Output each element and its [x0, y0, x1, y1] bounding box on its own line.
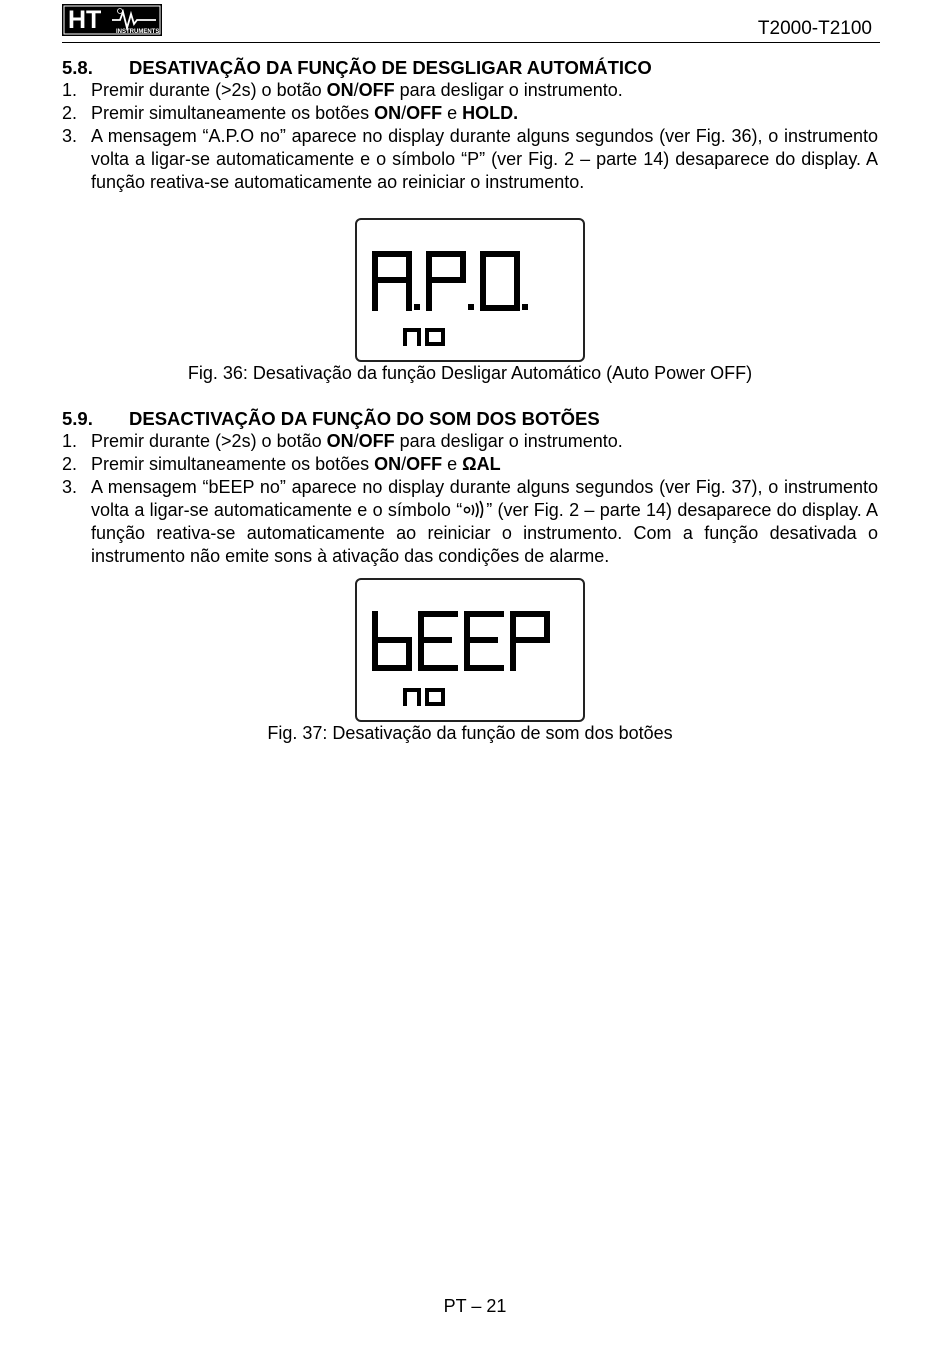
section-heading	[62, 407, 878, 430]
svg-text:INSTRUMENTS: INSTRUMENTS	[116, 29, 160, 35]
section-number: 5.8.	[62, 57, 93, 78]
button-name: OFF	[358, 80, 395, 100]
step-text: /	[353, 431, 359, 451]
steps-list	[62, 430, 878, 568]
figure-caption: Fig. 37: Desativação da função de som dos botões	[267, 723, 673, 743]
button-name: HOLD.	[462, 103, 519, 123]
step-number: 3.	[62, 126, 78, 146]
button-name: OFF	[406, 103, 443, 123]
step-number: 3.	[62, 477, 78, 497]
page-number: PT – 21	[443, 1296, 507, 1316]
button-name: ON	[374, 103, 402, 123]
step-text: para desligar o instrumento.	[394, 431, 623, 451]
lcd-apo-no-readout	[357, 220, 583, 360]
step-text: ” (ver Fig. 2 – parte 14) desaparece do display. A função reativa-se automaticamente ao reiniciar o instrumento. Com a função desativada o instrumento não emite sons à ativação das condições de alarme.	[91, 500, 878, 566]
step-text: e	[442, 103, 463, 123]
button-name: OFF	[358, 431, 395, 451]
lcd-display-apo	[355, 218, 585, 362]
step-text: para desligar o instrumento.	[394, 80, 623, 100]
step-text: Premir durante (>2s) o botão	[91, 431, 327, 451]
list-item	[62, 102, 878, 125]
step-text: A mensagem “A.P.O no” aparece no display durante alguns segundos (ver Fig. 36), o instrumento volta a ligar-se automaticamente e o símbolo “P” (ver Fig. 2 – parte 14) desaparece do display. A função reativa-se automaticamente ao reiniciar o instrumento.	[91, 126, 878, 192]
button-name: ON	[326, 431, 354, 451]
list-item	[62, 476, 878, 568]
page-header	[62, 4, 880, 43]
section-5-9	[62, 407, 878, 568]
step-number: 1.	[62, 431, 78, 451]
buzzer-symbol-icon	[462, 500, 486, 518]
list-item	[62, 125, 878, 194]
section-number: 5.9.	[62, 408, 93, 429]
step-number: 2.	[62, 103, 78, 123]
section-heading	[62, 56, 878, 79]
lcd-beep-no-readout	[357, 580, 583, 720]
figure-37	[62, 578, 878, 745]
button-name: ΩAL	[462, 454, 501, 474]
step-text: e	[442, 454, 463, 474]
step-number: 1.	[62, 80, 78, 100]
step-text: Premir simultaneamente os botões	[91, 103, 375, 123]
button-name: ON	[374, 454, 402, 474]
step-text: /	[353, 80, 359, 100]
button-name: OFF	[406, 454, 443, 474]
list-item	[62, 430, 878, 453]
step-text: Premir durante (>2s) o botão	[91, 80, 327, 100]
lcd-display-beep	[355, 578, 585, 722]
list-item	[62, 453, 878, 476]
model-number: T2000-T2100	[757, 18, 872, 39]
page-content	[62, 56, 878, 745]
steps-list	[62, 79, 878, 194]
button-name: ON	[326, 80, 354, 100]
figure-36	[62, 218, 878, 385]
step-text: Premir simultaneamente os botões	[91, 454, 375, 474]
step-text: /	[401, 103, 407, 123]
section-title: DESATIVAÇÃO DA FUNÇÃO DE DESGLIGAR AUTOMÁTICO	[129, 57, 652, 78]
list-item	[62, 79, 878, 102]
figure-caption: Fig. 36: Desativação da função Desligar Automático (Auto Power OFF)	[187, 363, 753, 383]
step-text: A mensagem “bEEP no” aparece no display durante alguns segundos (ver Fig. 37), o instrumento volta a ligar-se automaticamente e o símbolo “	[91, 477, 878, 520]
step-number: 2.	[62, 454, 78, 474]
section-title: DESACTIVAÇÃO DA FUNÇÃO DO SOM DOS BOTÕES	[129, 408, 600, 429]
svg-text:HT: HT	[68, 6, 102, 34]
step-text: /	[401, 454, 407, 474]
ht-instruments-logo	[62, 4, 162, 36]
